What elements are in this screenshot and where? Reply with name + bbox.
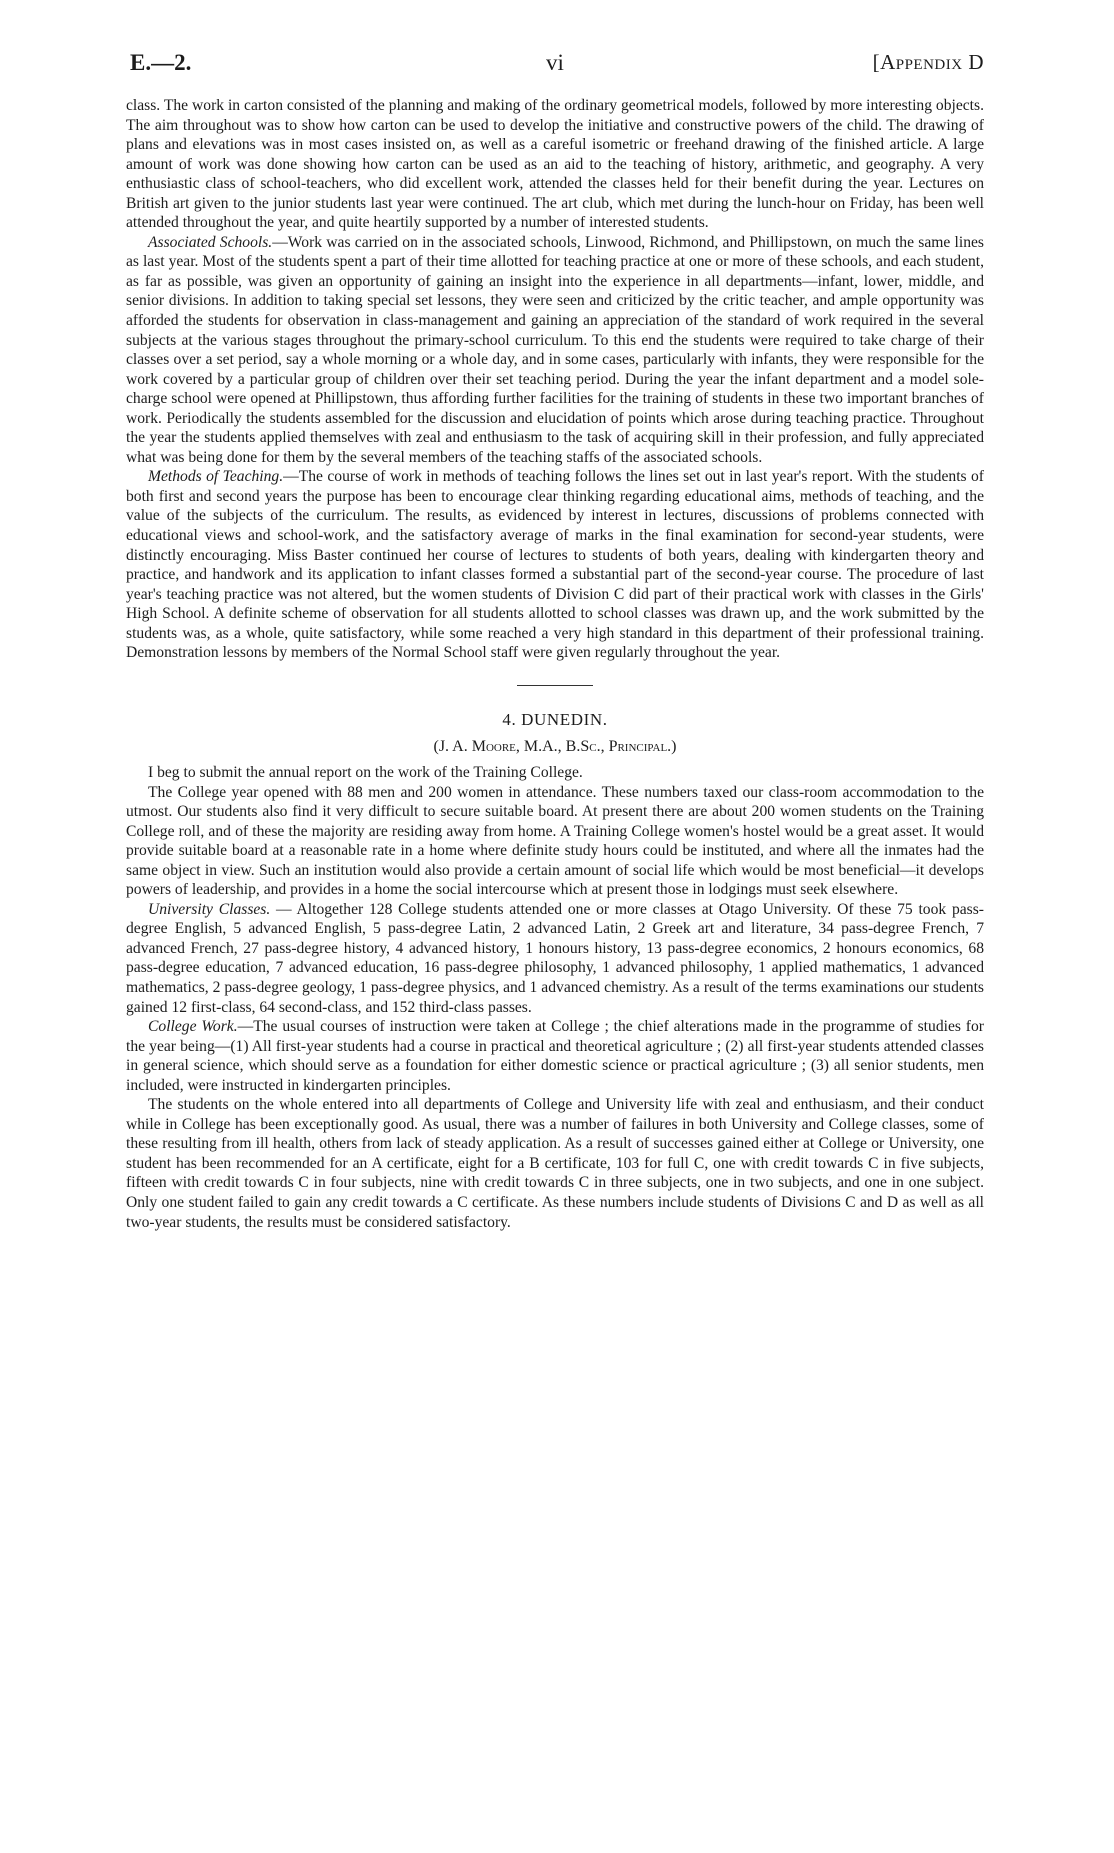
paragraph-associated-schools — [126, 233, 984, 468]
paragraph-intro — [126, 763, 984, 783]
paragraph-results — [126, 1095, 984, 1232]
paragraph-college-work — [126, 1017, 984, 1095]
paragraph-text: The College year opened with 88 men and 200 women in attendance. These numbers taxed our class-room accommodation to the utmost. Our students also find it very difficult to secure suitable board. At present there are about 200 women students on the Training College roll, and of these the majority are residing away from home. A Training College women's hostel would be a great asset. It would provide suitable board at a reasonable rate in a home where definite study hours could be instituted, and where all the inmates had the same object in view. Such an institution would also provide a certain amount of social life which would be most beneficial—it develops powers of leadership, and provides in a home the social intercourse which at present those in lodgings must seek elsewhere. — [126, 783, 984, 899]
paragraph-lead: Methods of Teaching. — [148, 468, 284, 486]
paragraph-carton-work — [126, 96, 984, 233]
section-title: 4. DUNEDIN. — [502, 709, 608, 729]
paragraph-attendance — [126, 783, 984, 900]
paragraph-methods-of-teaching — [126, 467, 984, 662]
section-divider — [517, 685, 593, 686]
header-page-number: vi — [546, 50, 564, 75]
paragraph-text: The students on the whole entered into all departments of College and University life with zeal and enthusiasm, and their conduct while in College has been exceptionally good. As usual, there was a number of failures in both University and College classes, some of these resulting from ill health, others from lack of steady application. As a result of successes gained either at College or University, one student has been recommended for an A certificate, eight for a B certificate, 103 for full C, one with credit towards C in five subjects, fifteen with credit towards C in four subjects, nine with credit towards C in three subjects, one in two subjects, and one in one subject. Only one student failed to gain any credit towards a C certificate. As these numbers include students of Divisions C and D as well as all two-year students, the results must be considered satisfactory. — [126, 1096, 984, 1231]
paragraph-text: I beg to submit the annual report on the work of the Training College. — [148, 763, 583, 781]
paragraph-text: —Work was carried on in the associated schools, Linwood, Richmond, and Phillipstown, on much the same lines as last year. Most of the students spent a part of their time allotted for teaching practice at one or more of these schools, and each student, as far as possible, was given an opportunity of gaining an insight into the experience in all departments—infant, lower, middle, and senior divisions. In addition to taking special set lessons, they were seen and criticized by the critic teacher, and ample opportunity was afforded the students for observation in class-management and gaining an appreciation of the standard of work required in the several subjects at the various stages throughout the primary-school curriculum. To this end the students were required to take charge of their classes over a set period, say a whole morning or a whole day, and in some cases, particularly with infants, they were responsible for the work covered by a particular group of children over their set teaching period. During the year the infant department and a model sole-charge school were opened at Phillipstown, thus affording further facilities for the training of students in these two important branches of work. Periodically the students assembled for the discussion and elucidation of points which arose during teaching practice. Throughout the year the students applied themselves with zeal and enthusiasm to the task of acquiring skill in their profession, and fully appreciated what was being done for them by the several members of the teaching staffs of the associated schools. — [126, 233, 984, 466]
body-text — [126, 96, 984, 1232]
section-subtitle: (J. A. Moore, M.A., B.Sc., Principal.) — [433, 738, 677, 756]
paragraph-text: class. The work in carton consisted of the planning and making of the ordinary geometrical models, followed by more interesting objects. The aim throughout was to show how carton can be used to develop the initiative and constructive powers of the child. The drawing of plans and elevations was in most cases insisted on, as well as a careful isometric or freehand drawing of the finished article. A large amount of work was done showing how carton can be used as an aid to the teaching of history, arithmetic, and geography. A very enthusiastic class of school-teachers, who did excellent work, attended the classes held for their benefit during the year. Lectures on British art given to the junior students last year were continued. The art club, which met during the lunch-hour on Friday, has been well attended throughout the year, and quite heartily supported by a number of interested students. — [126, 97, 984, 232]
paragraph-text: —The usual courses of instruction were taken at College ; the chief alterations made in the programme of studies for the year being—(1) All first-year students had a course in practical and theoretical agriculture ; (2) all first-year students attended classes in general science, which should serve as a foundation for either domestic science or practical agriculture ; (3) all senior students, men included, were instructed in kindergarten principles. — [126, 1018, 984, 1094]
header-document-code: E.—2. — [130, 50, 192, 75]
paragraph-university-classes — [126, 900, 984, 1017]
page-header — [126, 50, 984, 84]
paragraph-text: —The course of work in methods of teaching follows the lines set out in last year's report. With the students of both first and second years the purpose has been to encourage clear thinking regarding educational aims, methods of teaching, and the value of the subjects of the curriculum. The results, as evidenced by interest in lectures, discussions of problems connected with educational views and school-work, and the satisfactory average of marks in the final examination for second-year students, were distinctly encouraging. Miss Baster continued her course of lectures to students of both years, dealing with kindergarten theory and practice, and handwork and its application to infant classes formed a substantial part of the second-year course. The procedure of last year's teaching practice was not altered, but the women students of Division C did part of their practical work with classes in the Girls' High School. A definite scheme of observation for all students allotted to school classes was drawn up, and the work submitted by the students was, as a whole, quite satisfactory, while some reached a very high standard in this department of their professional training. Demonstration lessons by members of the Normal School staff were given regularly throughout the year. — [126, 468, 984, 662]
paragraph-lead: Associated Schools. — [148, 233, 273, 251]
header-appendix-label: [Appendix D — [872, 50, 984, 74]
paragraph-text: — Altogether 128 College students attended one or more classes at Otago University. Of these 75 took pass-degree English, 5 advanced English, 5 pass-degree Latin, 2 advanced Latin, 2 Greek art and literature, 34 pass-degree French, 7 advanced French, 27 pass-degree history, 4 advanced history, 1 honours history, 13 pass-degree economics, 2 honours economics, 68 pass-degree education, 7 advanced education, 16 pass-degree philosophy, 1 advanced philosophy, 1 applied mathematics, 1 advanced mathematics, 2 pass-degree geology, 1 pass-degree physics, and 1 advanced chemistry. As a result of the terms examinations our students gained 12 first-class, 64 second-class, and 152 third-class passes. — [126, 900, 984, 1016]
paragraph-lead: University Classes. — [148, 900, 271, 918]
paragraph-lead: College Work. — [148, 1018, 238, 1036]
